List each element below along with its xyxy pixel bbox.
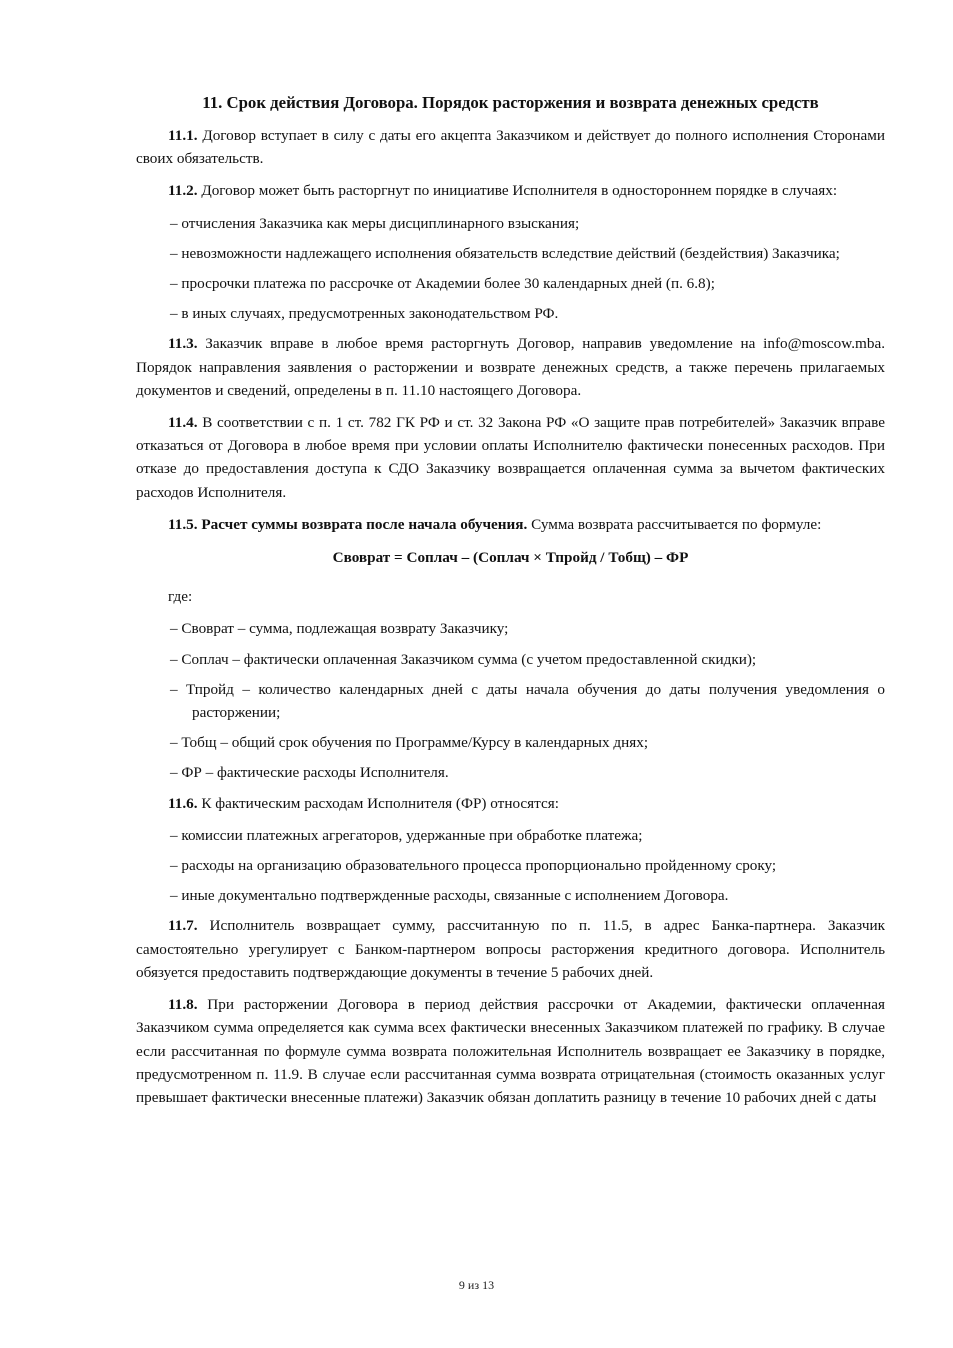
list-item: – Соплач – фактически оплаченная Заказчиком сумма (с учетом предоставленной скидки);: [170, 650, 757, 668]
clause-number: 11.4.: [168, 414, 198, 432]
list-item: – комиссии платежных агрегаторов, удержанные при обработке платежа;: [170, 826, 643, 844]
clause-number: 11.8.: [168, 996, 198, 1014]
clause-number: 11.5.: [168, 515, 198, 533]
refund-formula: Своврат = Соплач – (Соплач × Тпройд / Тобщ) – ФР: [332, 549, 689, 567]
section-heading: 11. Срок действия Договора. Порядок расторжения и возврата денежных средств: [202, 93, 819, 112]
clause-text: При расторжении Договора в период действия рассрочки от Академии, фактически оплаченная Заказчиком сумма определяется как сумма всех фактически внесенных Заказчиком платежей по графику. В случае если рассчитанная по формуле сумма возврата положительная Исполнитель возвращает ее Заказчику в порядке, предусмотренном п. 11.9. В случае если рассчитанная сумма возврата отрицательная (стоимость оказанных услуг превышает фактически внесенные платежи) Заказчик обязан доплатить разницу в течение 10 рабочих дней с даты: [136, 996, 885, 1106]
clause-number: 11.6.: [168, 794, 198, 812]
clause-number: 11.7.: [168, 917, 198, 935]
clause-text: Договор вступает в силу с даты его акцепта Заказчиком и действует до полного исполнения Сторонами своих обязательств.: [136, 127, 885, 168]
clause-text: Заказчик вправе в любое время расторгнуть Договор, направив уведомление на info@moscow.mba. Порядок направления заявления о расторжении и возврате денежных средств, а также перечень прилагаемых документов и сведений, определены в п. 11.10 настоящего Договора.: [136, 335, 885, 399]
list-item: – иные документально подтвержденные расходы, связанные с исполнением Договора.: [170, 887, 729, 905]
list-item: – ФР – фактические расходы Исполнителя.: [170, 764, 449, 782]
list-item: – Тпройд – количество календарных дней с даты начала обучения до даты получения уведомления о расторжении;: [170, 680, 885, 722]
clause-11-4: [136, 411, 885, 504]
clause-number: 11.1.: [168, 127, 198, 144]
clause-11-5: [136, 513, 885, 536]
clause-number: 11.3.: [168, 335, 198, 353]
clause-text: В соответствии с п. 1 ст. 782 ГК РФ и ст. 32 Закона РФ «О защите прав потребителей» Заказчик вправе отказаться от Договора в любое время при условии оплаты Исполнителю фактически понесенных расходов. При отказе до предоставления доступа к СДО Заказчику возвращается оплаченная сумма за вычетом фактических расходов Исполнителя.: [136, 414, 885, 501]
document-body: [136, 90, 885, 1118]
list-item: – Своврат – сумма, подлежащая возврату Заказчику;: [170, 620, 509, 638]
page-number: 9 из 13: [458, 1278, 495, 1292]
clause-11-3: [136, 332, 885, 402]
clause-11-8: [136, 993, 885, 1109]
clause-bold-title: Расчет суммы возврата после начала обучения.: [197, 515, 528, 533]
clause-text: Исполнитель возвращает сумму, рассчитанную по п. 11.5, в адрес Банка-партнера. Заказчик самостоятельно урегулирует с Банком-партнером вопросы расторжения кредитного договора. Исполнитель обязуется предоставить подтверждающие документы в течение 5 рабочих дней.: [136, 917, 885, 981]
clause-number: 11.2.: [168, 182, 198, 200]
formula-where-label: где:: [168, 588, 193, 606]
list-item: – расходы на организацию образовательного процесса пропорционально пройденному сроку;: [170, 857, 777, 875]
list-item: – невозможности надлежащего исполнения обязательств вследствие действий (бездействия) Заказчика;: [170, 244, 840, 262]
clause-11-7: [136, 914, 885, 984]
clause-11-2: [136, 179, 885, 202]
list-item: – Тобщ – общий срок обучения по Программе/Курсу в календарных днях;: [170, 734, 649, 752]
clause-text: Договор может быть расторгнут по инициативе Исполнителя в одностороннем порядке в случаях:: [197, 182, 838, 200]
clause-11-1: [136, 124, 885, 170]
clause-text: К фактическим расходам Исполнителя (ФР) относятся:: [197, 794, 559, 812]
list-item: – просрочки платежа по рассрочке от Академии более 30 календарных дней (п. 6.8);: [170, 275, 715, 293]
clause-text: Сумма возврата рассчитывается по формуле:: [527, 515, 822, 533]
clause-11-6: [136, 792, 885, 815]
list-item: – отчисления Заказчика как меры дисциплинарного взыскания;: [170, 214, 580, 232]
list-item: – в иных случаях, предусмотренных законодательством РФ.: [170, 305, 559, 323]
